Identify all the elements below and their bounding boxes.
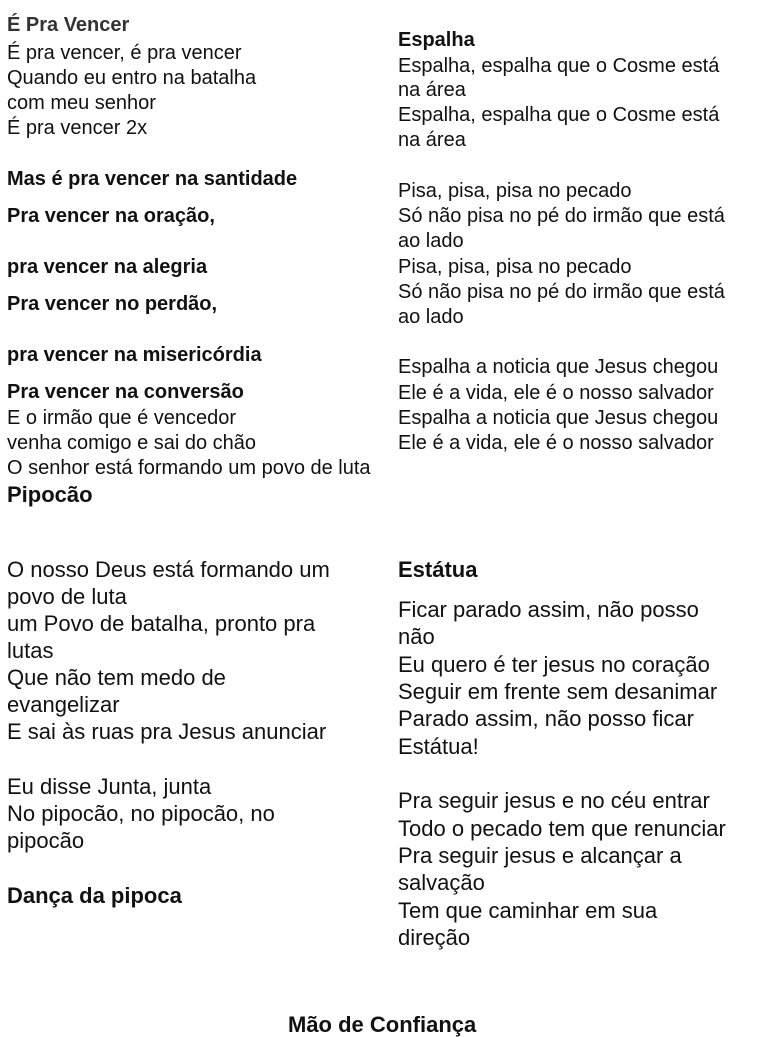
lyric-line: na área [398, 129, 466, 151]
lyric-line: Só não pisa no pé do irmão que está [398, 205, 725, 227]
song-title-partial: Mão de Confiança [288, 1012, 477, 1037]
lyric-line: direção [398, 925, 471, 950]
lyric-line: Ele é a vida, ele é o nosso salvador [398, 382, 714, 404]
lyric-line: Pra seguir jesus e no céu entrar [398, 788, 710, 813]
lyric-line: ao lado [398, 230, 464, 252]
lyric-line: salvação [398, 870, 485, 895]
lyric-line: Espalha a noticia que Jesus chegou [398, 356, 719, 378]
lyric-line: Quando eu entro na batalha [7, 67, 257, 89]
lyric-line: E sai às ruas pra Jesus anunciar [7, 719, 327, 744]
lyric-line: Pra seguir jesus e alcançar a [398, 843, 682, 868]
lyric-line: na área [398, 79, 466, 101]
lyric-line: lutas [7, 638, 54, 663]
lyric-line: ao lado [398, 306, 464, 328]
lyric-line: Só não pisa no pé do irmão que está [398, 281, 725, 303]
lyric-line: O senhor está formando um povo de luta [7, 457, 371, 479]
song-title-pipocao: Pipocão [7, 482, 93, 507]
lyric-line-bold: pra vencer na alegria [7, 256, 208, 278]
lyric-line: Espalha a noticia que Jesus chegou [398, 407, 719, 429]
lyric-line: Eu quero é ter jesus no coração [398, 652, 710, 677]
lyric-line: Parado assim, não posso ficar [398, 706, 694, 731]
song-title-espalha: Espalha [398, 29, 475, 51]
lyric-line: O nosso Deus está formando um [7, 557, 330, 582]
lyric-line: No pipocão, no pipocão, no [7, 801, 275, 826]
lyric-line-bold: pra vencer na misericórdia [7, 344, 262, 366]
song-title-danca-da-pipoca: Dança da pipoca [7, 883, 182, 908]
lyric-line-bold: Pra vencer na conversão [7, 381, 244, 403]
lyric-line: Que não tem medo de [7, 665, 226, 690]
lyric-line: É pra vencer, é pra vencer [7, 42, 242, 64]
lyric-line: Espalha, espalha que o Cosme está [398, 104, 720, 126]
lyric-line: não [398, 624, 435, 649]
lyric-line: Espalha, espalha que o Cosme está [398, 55, 720, 77]
lyric-line-bold: Pra vencer na oração, [7, 205, 215, 227]
lyric-line: pipocão [7, 828, 85, 853]
lyric-line-bold: Mas é pra vencer na santidade [7, 168, 298, 190]
lyric-line: Todo o pecado tem que renunciar [398, 816, 726, 841]
lyric-line: evangelizar [7, 692, 120, 717]
lyric-line: Seguir em frente sem desanimar [398, 679, 718, 704]
lyric-line-bold: Pra vencer no perdão, [7, 293, 218, 315]
lyric-line: um Povo de batalha, pronto pra [7, 611, 316, 636]
lyric-line: Estátua! [398, 734, 479, 759]
lyric-line: Tem que caminhar em sua [398, 898, 658, 923]
lyric-line: Pisa, pisa, pisa no pecado [398, 180, 632, 202]
song-title-pra-vencer: É Pra Vencer [7, 14, 130, 36]
lyric-line: venha comigo e sai do chão [7, 432, 257, 454]
song-title-estatua: Estátua [398, 557, 478, 582]
lyric-line: Ficar parado assim, não posso [398, 597, 699, 622]
lyric-line: Eu disse Junta, junta [7, 774, 212, 799]
lyric-line: com meu senhor [7, 92, 156, 114]
lyric-line: Pisa, pisa, pisa no pecado [398, 256, 632, 278]
lyric-line: povo de luta [7, 584, 127, 609]
lyric-line: Ele é a vida, ele é o nosso salvador [398, 432, 714, 454]
lyric-line: E o irmão que é vencedor [7, 407, 237, 429]
lyric-line: É pra vencer 2x [7, 117, 148, 139]
